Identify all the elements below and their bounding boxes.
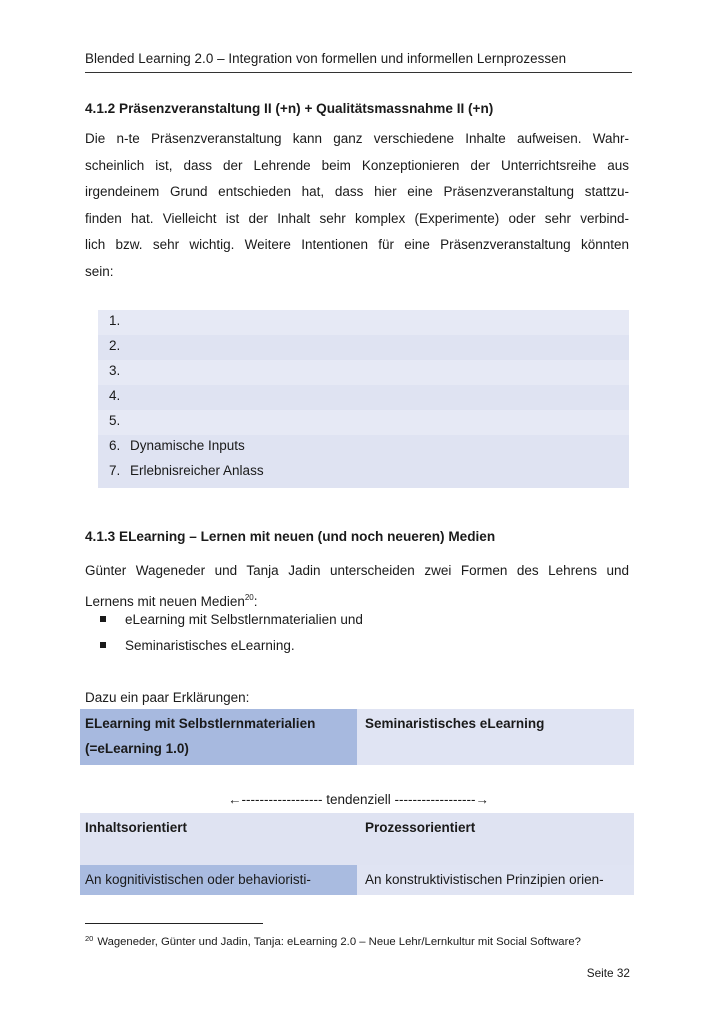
list-item-number: 5. — [109, 413, 121, 428]
table-cell-konstruktivistisch: An konstruktivistischen Prinzipien orien- — [357, 865, 634, 895]
footnote-reference[interactable]: 20 — [244, 592, 254, 602]
paragraph-line: Die n-te Präsenzveranstaltung kann ganz verschiedene Inhalte aufweisen. Wahr- — [85, 131, 629, 146]
list-item-number: 6. — [109, 438, 121, 453]
square-bullet-icon — [100, 642, 106, 648]
paragraph-line: irgendeinem Grund entschieden hat, dass hier eine Präsenzveranstaltung stattzu- — [85, 184, 629, 199]
list-item-text: Erlebnisreicher Anlass — [130, 463, 264, 478]
list-item-number: 4. — [109, 388, 121, 403]
list-item — [109, 463, 264, 478]
list-row-shade — [98, 310, 629, 335]
paragraph-line: lich bzw. sehr wichtig. Weitere Intentionen für eine Präsenzveranstaltung könnten — [85, 237, 629, 252]
table-cell-inhaltsorientiert: Inhaltsorientiert — [85, 820, 188, 835]
paragraph-line — [85, 585, 629, 612]
table-cell-kognitivistisch: An kognitivistischen oder behavioristi- — [80, 865, 357, 895]
footnote-text: Wageneder, Günter und Jadin, Tanja: eLearning 2.0 – Neue Lehr/Lernkultur mit Social Software? — [97, 936, 581, 948]
bullet-text: Seminaristisches eLearning. — [125, 638, 295, 653]
table-intro: Dazu ein paar Erklärungen: — [85, 690, 250, 705]
table-cell-line: (=eLearning 1.0) — [85, 741, 189, 756]
tendenz-arrow-row: ←------------------ tendenziell ------------------→ — [228, 792, 489, 807]
list-item-text: Dynamische Inputs — [130, 438, 245, 453]
list-item — [109, 438, 245, 453]
bullet-item — [100, 612, 363, 627]
square-bullet-icon — [100, 616, 106, 622]
bullet-text: eLearning mit Selbstlernmaterialien und — [125, 612, 363, 627]
list-row-shade — [98, 360, 629, 385]
list-item-number: 3. — [109, 363, 121, 378]
paragraph-line: Günter Wageneder und Tanja Jadin unterscheiden zwei Formen des Lehrens und — [85, 563, 629, 578]
list-item — [109, 388, 130, 403]
paragraph-line-text: Lernens mit neuen Medien — [85, 593, 245, 609]
table-cell-prozessorientiert: Prozessorientiert — [365, 820, 476, 835]
table-cell-selbstlern — [80, 709, 357, 765]
table-cell-seminaristisch: Seminaristisches eLearning — [357, 709, 634, 765]
paragraph-line: finden hat. Vielleicht ist der Inhalt sehr komplex (Experimente) oder sehr verbind- — [85, 210, 629, 226]
section-4-1-3-paragraph — [85, 558, 629, 611]
footnote-separator — [85, 923, 263, 924]
section-4-1-2-paragraph — [85, 126, 629, 285]
list-item-number: 7. — [109, 463, 121, 478]
running-header: Blended Learning 2.0 – Integration von formellen und informellen Lernprozessen — [85, 51, 567, 66]
paragraph-line: sein: — [85, 263, 114, 279]
list-row-shade — [98, 410, 629, 435]
list-item-number: 2. — [109, 338, 121, 353]
section-heading-4-1-3: 4.1.3 ELearning – Lernen mit neuen (und noch neueren) Medien — [85, 529, 496, 544]
numbered-list-box — [98, 310, 629, 488]
list-item — [109, 413, 130, 428]
footnote-number: 20 — [85, 934, 94, 943]
list-item-number: 1. — [109, 313, 121, 328]
paragraph-line: scheinlich ist, dass der Lehrende beim Konzeptionieren der Unterrichtsreihe aus — [85, 157, 629, 173]
table-cell-line: ELearning mit Selbstlernmaterialien — [85, 716, 316, 731]
header-rule — [85, 72, 632, 73]
footnote — [85, 934, 581, 948]
list-item — [109, 313, 130, 328]
list-item — [109, 363, 130, 378]
page-number: Seite 32 — [586, 966, 630, 980]
paragraph-line-end: : — [253, 593, 258, 609]
section-heading-4-1-2: 4.1.2 Präsenzveranstaltung II (+n) + Qualitätsmassnahme II (+n) — [85, 101, 494, 116]
list-item — [109, 338, 130, 353]
bullet-item — [100, 638, 295, 653]
